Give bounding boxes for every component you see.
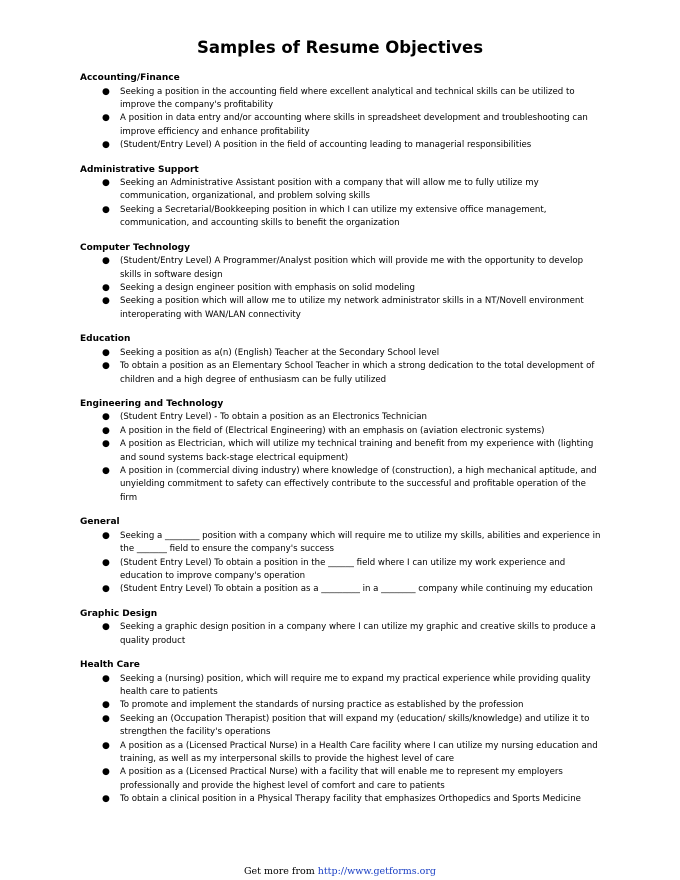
- section-heading: Administrative Support: [80, 164, 199, 175]
- objective-text: To obtain a clinical position in a Physical Therapy facility that emphasizes Orthopedics and Sports Medicine: [120, 794, 581, 805]
- bullet-icon: ●: [102, 557, 110, 568]
- bullet-icon: ●: [102, 584, 110, 595]
- bullet-icon: ●: [102, 361, 110, 372]
- list-item: [80, 699, 605, 712]
- section-heading: Engineering and Technology: [80, 398, 224, 409]
- footer-link[interactable]: http://www.getforms.org: [317, 866, 437, 877]
- section: [80, 398, 605, 505]
- list-item: [80, 86, 605, 113]
- section: [80, 333, 605, 387]
- objective-text: Seeking a position as a(n) (English) Teacher at the Secondary School level: [120, 347, 440, 358]
- bullet-icon: ●: [102, 767, 110, 778]
- bullet-icon: ●: [102, 140, 110, 151]
- objective-text: Seeking a design engineer position with emphasis on solid modeling: [120, 282, 415, 293]
- list-item: [80, 255, 605, 282]
- objective-list: [80, 621, 605, 648]
- objective-list: [80, 347, 605, 387]
- section-heading: Accounting/Finance: [80, 73, 180, 83]
- section: [80, 72, 605, 153]
- list-item: [80, 530, 605, 557]
- bullet-icon: ●: [102, 86, 110, 97]
- section: [80, 659, 605, 807]
- bullet-icon: ●: [102, 622, 110, 633]
- list-item: [80, 282, 605, 295]
- bullet-icon: ●: [102, 466, 110, 477]
- section: [80, 516, 605, 597]
- bullet-icon: ●: [102, 347, 110, 358]
- section: [80, 242, 605, 323]
- list-item: [80, 621, 605, 648]
- list-item: [80, 438, 605, 465]
- objective-text: (Student/Entry Level) A Programmer/Analyst position which will provide me with the opportunity to develop skills in software design: [120, 256, 584, 280]
- objective-list: [80, 673, 605, 807]
- list-item: [80, 347, 605, 360]
- list-item: [80, 295, 605, 322]
- section-heading: Health Care: [80, 660, 140, 671]
- objective-list: [80, 255, 605, 322]
- section: [80, 608, 605, 648]
- objective-text: (Student Entry Level) To obtain a position in the ______ field where I can utilize my work experience and education to improve company's operation: [120, 557, 566, 581]
- list-item: [80, 360, 605, 387]
- objective-text: Seeking a position in the accounting field where excellent analytical and technical skills can be utilized to improve the company's profitability: [120, 86, 575, 110]
- section-heading: Computer Technology: [80, 242, 190, 253]
- objective-text: To obtain a position as an Elementary School Teacher in which a strong dedication to the total development of children and a high degree of enthusiasm can be fully utilized: [120, 361, 595, 385]
- objective-text: A position in the field of (Electrical Engineering) with an emphasis on (aviation electronic systems): [120, 425, 545, 436]
- bullet-icon: ●: [102, 282, 110, 293]
- section-heading: Graphic Design: [80, 608, 158, 619]
- bullet-icon: ●: [102, 256, 110, 267]
- objective-list: [80, 177, 605, 231]
- bullet-icon: ●: [102, 673, 110, 684]
- objective-text: A position as a (Licensed Practical Nurse) with a facility that will enable me to represent my employers professionally and provide the highest level of comfort and care to patients: [120, 767, 563, 791]
- list-item: [80, 465, 605, 505]
- list-item: [80, 713, 605, 740]
- list-item: [80, 425, 605, 438]
- list-item: [80, 583, 605, 596]
- objective-list: [80, 86, 605, 153]
- list-item: [80, 139, 605, 152]
- bullet-icon: ●: [102, 204, 110, 215]
- objective-text: A position in (commercial diving industry) where knowledge of (construction), a high mechanical aptitude, and unyielding commitment to safety can effectively contribute to the successful and profitable operation of the firm: [120, 466, 597, 503]
- footer: [0, 866, 680, 877]
- list-item: [80, 177, 605, 204]
- objective-text: A position as Electrician, which will utilize my technical training and benefit from my experience with (lighting and sound systems back-stage electrical equipment): [120, 439, 594, 463]
- list-item: [80, 673, 605, 700]
- objective-list: [80, 530, 605, 597]
- list-item: [80, 793, 605, 806]
- list-item: [80, 557, 605, 584]
- list-item: [80, 411, 605, 424]
- bullet-icon: ●: [102, 713, 110, 724]
- bullet-icon: ●: [102, 296, 110, 307]
- bullet-icon: ●: [102, 425, 110, 436]
- bullet-icon: ●: [102, 178, 110, 189]
- list-item: [80, 112, 605, 139]
- objective-list: [80, 411, 605, 505]
- objective-text: Seeking an Administrative Assistant position with a company that will allow me to fully utilize my communication, organizational, and problem solving skills: [120, 178, 539, 202]
- list-item: [80, 204, 605, 231]
- bullet-icon: ●: [102, 740, 110, 751]
- section: [80, 164, 605, 231]
- objective-text: Seeking a ________ position with a company which will require me to utilize my skills, abilities and experience in the _______ field to ensure the company's success: [120, 530, 601, 555]
- objective-text: Seeking a Secretarial/Bookkeeping position in which I can utilize my extensive office management, communication, and accounting skills to benefit the organization: [120, 204, 547, 229]
- bullet-icon: ●: [102, 794, 110, 805]
- objective-text: Seeking a position which will allow me to utilize my network administrator skills in a NT/Novell environment interoperating with WAN/LAN connectivity: [120, 296, 584, 320]
- bullet-icon: ●: [102, 412, 110, 423]
- objective-text: Seeking an (Occupation Therapist) position that will expand my (education/ skills/knowledge) and utilize it to strengthen the facility's operations: [120, 713, 590, 738]
- objective-text: A position as a (Licensed Practical Nurse) in a Health Care facility where I can utilize my nursing education and training, as well as my interpersonal skills to provide the highest level of care: [120, 740, 598, 765]
- bullet-icon: ●: [102, 700, 110, 711]
- bullet-icon: ●: [102, 113, 110, 124]
- objectives-list: [80, 72, 605, 818]
- list-item: [80, 740, 605, 767]
- page-title: Samples of Resume Objectives: [196, 38, 484, 57]
- objective-text: Seeking a (nursing) position, which will require me to expand my practical experience while providing quality health care to patients: [120, 673, 591, 697]
- list-item: [80, 766, 605, 793]
- objective-text: A position in data entry and/or accounting where skills in spreadsheet development and troubleshooting can improve efficiency and enhance profitability: [120, 113, 588, 137]
- objective-text: Seeking a graphic design position in a company where I can utilize my graphic and creative skills to produce a quality product: [120, 622, 596, 646]
- footer-prefix: Get more from: [243, 866, 318, 877]
- section-heading: Education: [80, 334, 131, 345]
- objective-text: To promote and implement the standards of nursing practice as established by the profession: [120, 700, 524, 711]
- objective-text: (Student Entry Level) To obtain a position as a _________ in a ________ company while continuing my education: [120, 584, 593, 595]
- bullet-icon: ●: [102, 439, 110, 450]
- objective-text: (Student/Entry Level) A position in the field of accounting leading to managerial responsibilities: [120, 140, 532, 151]
- objective-text: (Student Entry Level) - To obtain a position as an Electronics Technician: [120, 412, 427, 423]
- section-heading: General: [80, 517, 120, 528]
- bullet-icon: ●: [102, 530, 110, 541]
